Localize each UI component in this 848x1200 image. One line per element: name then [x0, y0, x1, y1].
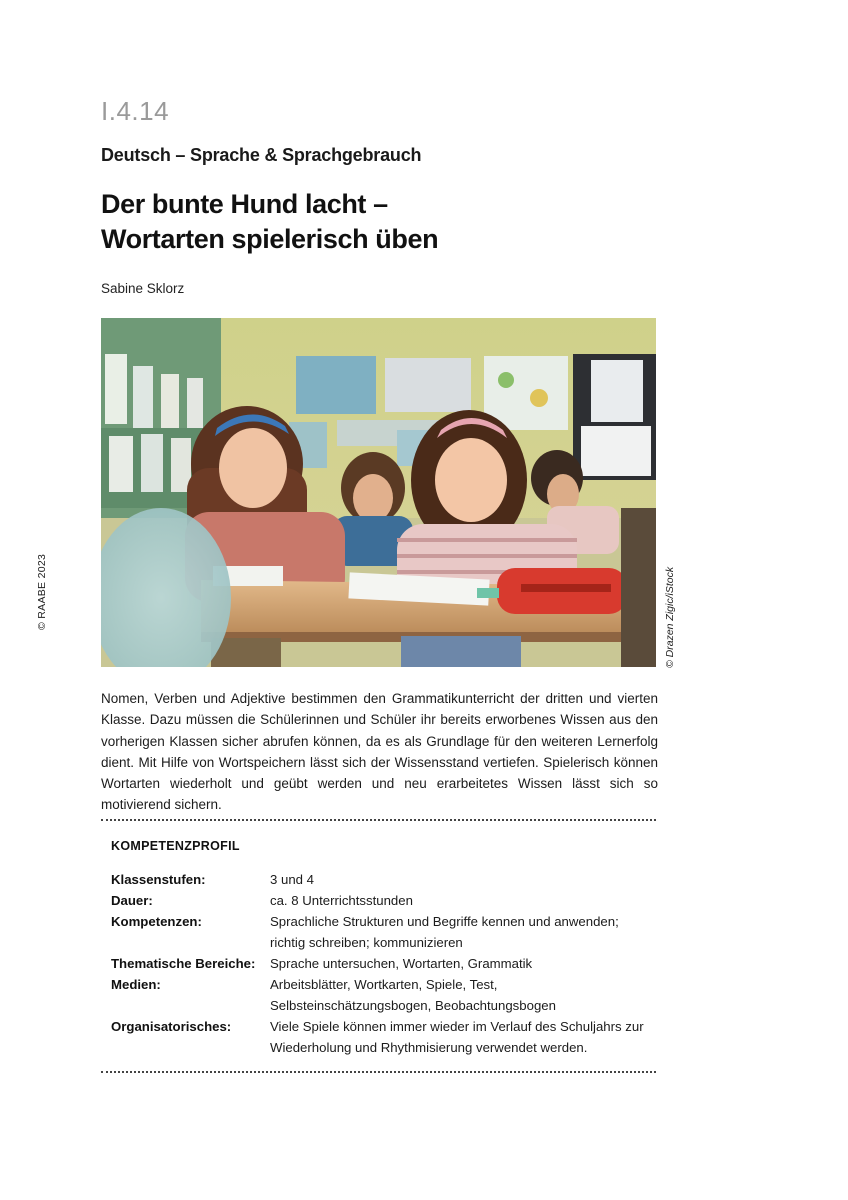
subject-heading: Deutsch – Sprache & Sprachgebrauch — [101, 145, 422, 165]
profile-label: Thematische Bereiche: — [111, 956, 256, 971]
profile-row — [111, 974, 656, 1016]
profile-value: Sprache untersuchen, Wortarten, Grammatik — [270, 956, 533, 971]
title-line-1: Der bunte Hund lacht – — [101, 189, 388, 219]
profile-row — [111, 890, 656, 911]
photo-credit: © Drazen Zigic/iStock — [664, 566, 676, 668]
bottom-dotted-divider — [101, 1071, 656, 1073]
author-name: Sabine Sklorz — [101, 281, 185, 296]
profile-value: ca. 8 Unterrichtsstunden — [270, 893, 413, 908]
document-id: I.4.14 — [101, 96, 170, 126]
intro-paragraph: Nomen, Verben und Adjektive bestimmen den Grammatikunterricht der dritten und vierten Klasse. Dazu müssen die Schülerinnen und Schüler ihr bereits erworbenes Wissen aus den vorherigen Klassen sicher abrufen können, da es als Grundlage für den weiteren Lernerfolg dient. Mit Hilfe von Wortspeichern lässt sich der Wissensstand vertiefen. Spielerisch können Wortarten wiederholt und geübt werden und neu erarbeitetes Wissen lässt sich so motivierend sichern. — [101, 691, 658, 813]
profile-label: Dauer: — [111, 893, 153, 908]
profile-label: Klassenstufen: — [111, 872, 206, 887]
classroom-photo-illustration — [101, 318, 656, 667]
top-dotted-divider — [101, 819, 656, 821]
profile-row — [111, 869, 656, 890]
page-title — [101, 187, 438, 257]
profile-label: Kompetenzen: — [111, 914, 202, 929]
profile-value: Arbeitsblätter, Wortkarten, Spiele, Test, Selbsteinschätzungsbogen, Beobachtungsbogen — [270, 977, 556, 1013]
profile-label: Organisatorisches: — [111, 1019, 232, 1034]
competence-profile-table — [111, 869, 656, 1058]
classroom-photo — [101, 318, 656, 667]
profile-heading: KOMPETENZPROFIL — [111, 839, 240, 853]
profile-value: Viele Spiele können immer wieder im Verlauf des Schuljahrs zur Wiederholung und Rhythmisierung verwendet werden. — [270, 1019, 644, 1055]
copyright-notice: © RAABE 2023 — [36, 553, 48, 630]
profile-value: 3 und 4 — [270, 872, 314, 887]
profile-row — [111, 1016, 656, 1058]
profile-value: Sprachliche Strukturen und Begriffe kennen und anwenden; richtig schreiben; kommunizieren — [270, 914, 619, 950]
profile-label: Medien: — [111, 977, 161, 992]
profile-row — [111, 911, 656, 953]
profile-row — [111, 953, 656, 974]
title-line-2: Wortarten spielerisch üben — [101, 224, 439, 254]
